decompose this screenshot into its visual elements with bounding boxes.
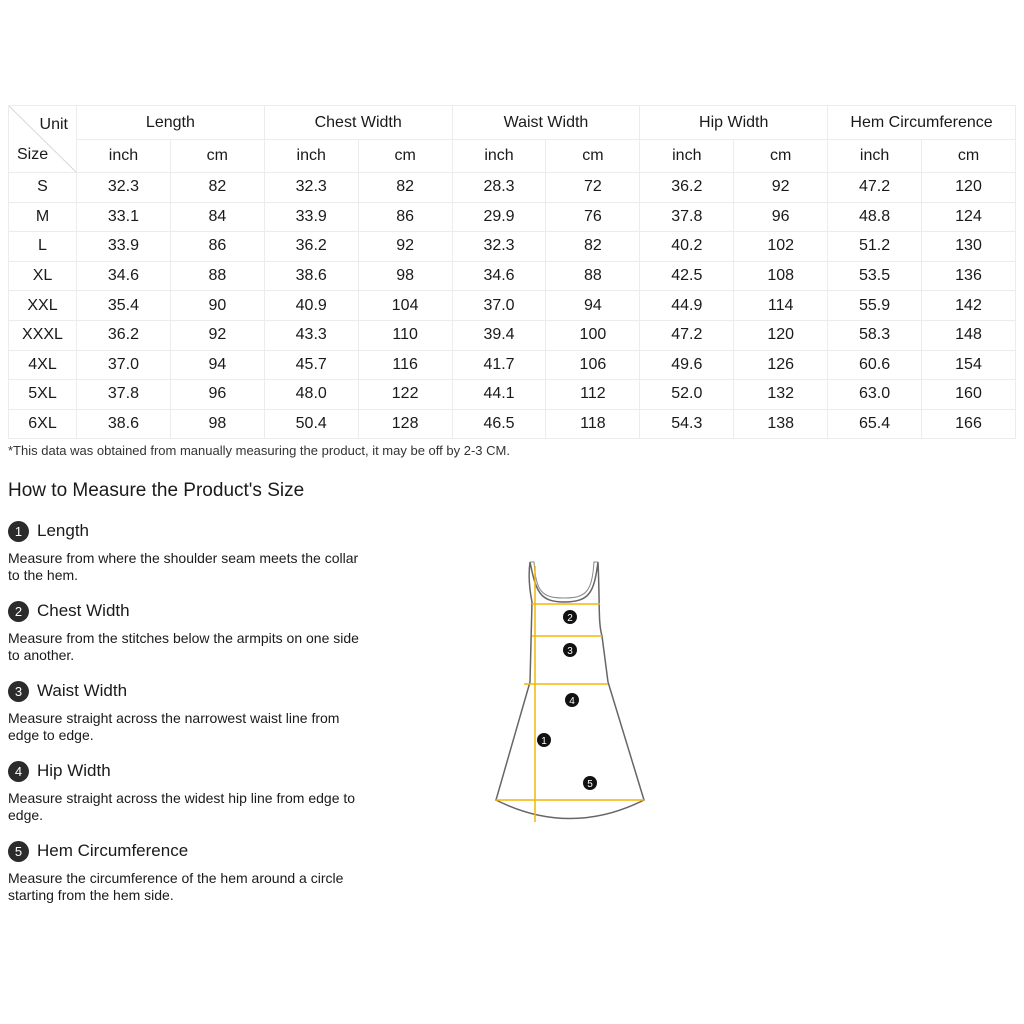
value-cell: 120 bbox=[734, 320, 828, 350]
value-cell: 37.0 bbox=[77, 350, 171, 380]
value-cell: 37.0 bbox=[452, 291, 546, 321]
value-cell: 32.3 bbox=[77, 173, 171, 203]
value-cell: 94 bbox=[546, 291, 640, 321]
value-cell: 48.8 bbox=[828, 202, 922, 232]
value-cell: 128 bbox=[358, 409, 452, 439]
value-cell: 118 bbox=[546, 409, 640, 439]
measurement-disclaimer: *This data was obtained from manually measuring the product, it may be off by 2-3 CM. bbox=[8, 443, 510, 458]
value-cell: 94 bbox=[170, 350, 264, 380]
measure-step bbox=[8, 598, 368, 678]
measurement-steps bbox=[8, 518, 368, 918]
value-cell: 39.4 bbox=[452, 320, 546, 350]
value-cell: 86 bbox=[170, 232, 264, 262]
value-cell: 90 bbox=[170, 291, 264, 321]
step-number-badge: 2 bbox=[8, 601, 29, 622]
value-cell: 42.5 bbox=[640, 261, 734, 291]
step-name: Chest Width bbox=[37, 601, 130, 620]
value-cell: 132 bbox=[734, 380, 828, 410]
column-group-waist-width: Waist Width bbox=[452, 106, 640, 140]
value-cell: 52.0 bbox=[640, 380, 734, 410]
value-cell: 122 bbox=[358, 380, 452, 410]
value-cell: 36.2 bbox=[264, 232, 358, 262]
step-header bbox=[8, 838, 368, 864]
table-row bbox=[9, 261, 1016, 291]
value-cell: 112 bbox=[546, 380, 640, 410]
value-cell: 160 bbox=[922, 380, 1016, 410]
step-description: Measure straight across the widest hip line from edge to edge. bbox=[8, 790, 356, 823]
value-cell: 88 bbox=[170, 261, 264, 291]
dress-outline bbox=[496, 562, 644, 819]
value-cell: 92 bbox=[358, 232, 452, 262]
value-cell: 104 bbox=[358, 291, 452, 321]
size-cell: 6XL bbox=[9, 409, 77, 439]
value-cell: 100 bbox=[546, 320, 640, 350]
unit-header-inch: inch bbox=[828, 140, 922, 173]
size-cell: 4XL bbox=[9, 350, 77, 380]
value-cell: 110 bbox=[358, 320, 452, 350]
measure-step bbox=[8, 678, 368, 758]
value-cell: 41.7 bbox=[452, 350, 546, 380]
value-cell: 126 bbox=[734, 350, 828, 380]
value-cell: 60.6 bbox=[828, 350, 922, 380]
value-cell: 35.4 bbox=[77, 291, 171, 321]
value-cell: 58.3 bbox=[828, 320, 922, 350]
unit-header-cm: cm bbox=[734, 140, 828, 173]
value-cell: 106 bbox=[546, 350, 640, 380]
value-cell: 34.6 bbox=[77, 261, 171, 291]
table-row bbox=[9, 202, 1016, 232]
unit-header-cm: cm bbox=[358, 140, 452, 173]
value-cell: 98 bbox=[170, 409, 264, 439]
step-description: Measure straight across the narrowest waist line from edge to edge. bbox=[8, 710, 340, 743]
unit-header-row bbox=[9, 140, 1016, 173]
value-cell: 76 bbox=[546, 202, 640, 232]
measure-step bbox=[8, 758, 368, 838]
value-cell: 53.5 bbox=[828, 261, 922, 291]
value-cell: 55.9 bbox=[828, 291, 922, 321]
column-group-chest-width: Chest Width bbox=[264, 106, 452, 140]
value-cell: 166 bbox=[922, 409, 1016, 439]
svg-text:2: 2 bbox=[567, 613, 573, 624]
table-corner-header bbox=[9, 106, 77, 173]
unit-header-inch: inch bbox=[452, 140, 546, 173]
table-row bbox=[9, 409, 1016, 439]
value-cell: 47.2 bbox=[640, 320, 734, 350]
value-cell: 142 bbox=[922, 291, 1016, 321]
value-cell: 36.2 bbox=[640, 173, 734, 203]
value-cell: 46.5 bbox=[452, 409, 546, 439]
marker-2 bbox=[563, 610, 577, 624]
measure-step bbox=[8, 838, 368, 918]
step-description: Measure the circumference of the hem around a circle starting from the hem side. bbox=[8, 870, 344, 903]
table-row bbox=[9, 291, 1016, 321]
svg-text:4: 4 bbox=[569, 696, 575, 707]
value-cell: 96 bbox=[170, 380, 264, 410]
step-number-badge: 4 bbox=[8, 761, 29, 782]
value-cell: 82 bbox=[546, 232, 640, 262]
size-cell: S bbox=[9, 173, 77, 203]
value-cell: 40.2 bbox=[640, 232, 734, 262]
value-cell: 43.3 bbox=[264, 320, 358, 350]
value-cell: 63.0 bbox=[828, 380, 922, 410]
value-cell: 44.9 bbox=[640, 291, 734, 321]
value-cell: 130 bbox=[922, 232, 1016, 262]
value-cell: 116 bbox=[358, 350, 452, 380]
size-cell: XXXL bbox=[9, 320, 77, 350]
table-row bbox=[9, 320, 1016, 350]
value-cell: 34.6 bbox=[452, 261, 546, 291]
marker-1 bbox=[537, 733, 551, 747]
unit-header-inch: inch bbox=[264, 140, 358, 173]
value-cell: 114 bbox=[734, 291, 828, 321]
table-row bbox=[9, 173, 1016, 203]
unit-header-inch: inch bbox=[640, 140, 734, 173]
corner-unit-label: Unit bbox=[39, 116, 68, 133]
value-cell: 50.4 bbox=[264, 409, 358, 439]
value-cell: 88 bbox=[546, 261, 640, 291]
value-cell: 33.9 bbox=[77, 232, 171, 262]
svg-text:1: 1 bbox=[541, 736, 547, 747]
table-row bbox=[9, 350, 1016, 380]
value-cell: 33.1 bbox=[77, 202, 171, 232]
unit-header-cm: cm bbox=[546, 140, 640, 173]
value-cell: 124 bbox=[922, 202, 1016, 232]
size-cell: XXL bbox=[9, 291, 77, 321]
value-cell: 138 bbox=[734, 409, 828, 439]
value-cell: 28.3 bbox=[452, 173, 546, 203]
value-cell: 148 bbox=[922, 320, 1016, 350]
step-header bbox=[8, 758, 368, 784]
value-cell: 37.8 bbox=[640, 202, 734, 232]
dress-measurement-diagram bbox=[490, 552, 650, 832]
step-name: Hip Width bbox=[37, 761, 111, 780]
value-cell: 45.7 bbox=[264, 350, 358, 380]
unit-header-inch: inch bbox=[77, 140, 171, 173]
step-number-badge: 1 bbox=[8, 521, 29, 542]
how-to-measure-title: How to Measure the Product's Size bbox=[8, 480, 305, 501]
value-cell: 32.3 bbox=[264, 173, 358, 203]
value-cell: 36.2 bbox=[77, 320, 171, 350]
value-cell: 92 bbox=[170, 320, 264, 350]
value-cell: 33.9 bbox=[264, 202, 358, 232]
step-header bbox=[8, 678, 368, 704]
value-cell: 65.4 bbox=[828, 409, 922, 439]
measure-step bbox=[8, 518, 368, 598]
value-cell: 92 bbox=[734, 173, 828, 203]
column-group-length: Length bbox=[77, 106, 265, 140]
size-cell: XL bbox=[9, 261, 77, 291]
marker-5 bbox=[583, 776, 597, 790]
value-cell: 102 bbox=[734, 232, 828, 262]
value-cell: 40.9 bbox=[264, 291, 358, 321]
value-cell: 38.6 bbox=[264, 261, 358, 291]
column-group-hem-circumference: Hem Circumference bbox=[828, 106, 1016, 140]
value-cell: 136 bbox=[922, 261, 1016, 291]
table-row bbox=[9, 380, 1016, 410]
marker-4 bbox=[565, 693, 579, 707]
value-cell: 154 bbox=[922, 350, 1016, 380]
value-cell: 44.1 bbox=[452, 380, 546, 410]
step-name: Waist Width bbox=[37, 681, 128, 700]
value-cell: 84 bbox=[170, 202, 264, 232]
value-cell: 37.8 bbox=[77, 380, 171, 410]
step-header bbox=[8, 518, 368, 544]
step-name: Length bbox=[37, 521, 89, 540]
unit-header-cm: cm bbox=[922, 140, 1016, 173]
size-cell: 5XL bbox=[9, 380, 77, 410]
value-cell: 54.3 bbox=[640, 409, 734, 439]
value-cell: 38.6 bbox=[77, 409, 171, 439]
marker-3 bbox=[563, 643, 577, 657]
size-chart-table bbox=[8, 105, 1016, 439]
value-cell: 48.0 bbox=[264, 380, 358, 410]
step-number-badge: 3 bbox=[8, 681, 29, 702]
value-cell: 98 bbox=[358, 261, 452, 291]
value-cell: 72 bbox=[546, 173, 640, 203]
value-cell: 108 bbox=[734, 261, 828, 291]
value-cell: 29.9 bbox=[452, 202, 546, 232]
corner-size-label: Size bbox=[17, 146, 49, 163]
column-group-hip-width: Hip Width bbox=[640, 106, 828, 140]
step-name: Hem Circumference bbox=[37, 841, 189, 860]
value-cell: 82 bbox=[358, 173, 452, 203]
table-row bbox=[9, 232, 1016, 262]
value-cell: 96 bbox=[734, 202, 828, 232]
value-cell: 32.3 bbox=[452, 232, 546, 262]
size-cell: L bbox=[9, 232, 77, 262]
size-cell: M bbox=[9, 202, 77, 232]
value-cell: 51.2 bbox=[828, 232, 922, 262]
step-description: Measure from the stitches below the armpits on one side to another. bbox=[8, 630, 359, 663]
value-cell: 120 bbox=[922, 173, 1016, 203]
step-number-badge: 5 bbox=[8, 841, 29, 862]
svg-text:5: 5 bbox=[587, 779, 593, 790]
value-cell: 47.2 bbox=[828, 173, 922, 203]
step-header bbox=[8, 598, 368, 624]
unit-header-cm: cm bbox=[170, 140, 264, 173]
svg-text:3: 3 bbox=[567, 646, 573, 657]
value-cell: 82 bbox=[170, 173, 264, 203]
step-description: Measure from where the shoulder seam meets the collar to the hem. bbox=[8, 550, 359, 583]
value-cell: 86 bbox=[358, 202, 452, 232]
value-cell: 49.6 bbox=[640, 350, 734, 380]
